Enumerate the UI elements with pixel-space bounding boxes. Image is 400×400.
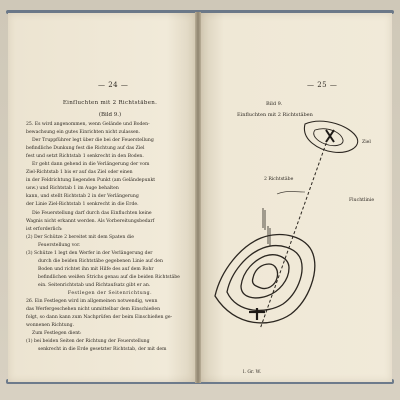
alignment-diagram: [201, 118, 392, 328]
text-line: bewachsung ein gutes Einrichten nicht zulassen.: [26, 130, 141, 136]
text-line: (3) Schütze 1 legt den Werfer in der Verlängerung der: [26, 250, 153, 256]
page-number-right: — 25 —: [307, 81, 338, 89]
label-ziel: Ziel: [362, 140, 371, 145]
text-line: das Werfergeschehen nicht unmittelbar dem Einschießen: [26, 307, 161, 313]
text-line: Festlegen der Seitenrichtung.: [67, 290, 153, 296]
text-line: der Linie Ziel-Richtstab 1 senkrecht in die Erde.: [26, 202, 139, 208]
figure-title: Bild 9.: [266, 101, 283, 107]
text-line: (1) bei beiden Seiten der Richtung der Feuerstellung: [26, 339, 150, 345]
text-line: kann, und stellt Richtstab 2 in der Verlängerung: [26, 194, 139, 200]
text-line: in der Feldrichtung liegenden Punkt (am Geländepunkt: [26, 178, 156, 184]
text-line: Ziel-Richtstab 1 bis er auf das Ziel oder einen: [26, 170, 133, 176]
text-line: 26. Ein Festlegen wird im allgemeinen notwendig, wenn: [26, 299, 158, 305]
text-line: befindlichen weißen Strichs genau auf die beiden Richtstäbe: [38, 274, 180, 280]
text-line: fest und setzt Richtstab 1 senkrecht in den Boden.: [26, 154, 144, 160]
figure-subtitle: Einfluchten mit 2 Richtstäben: [237, 112, 313, 118]
contour-hill: [215, 235, 315, 323]
page-number-left: — 24 —: [98, 81, 129, 89]
text-line: folgt, so dann kann zum Nachprüfen der beim Einschießen ge-: [26, 315, 173, 321]
text-line: Feuerstellung vor.: [38, 242, 81, 248]
text-line: Zum Festlegen dient:: [32, 331, 82, 337]
fluchtlinie-leader: [277, 192, 305, 195]
text-line: (2) Der Schütze 2 bereitet mit dem Spaten die: [26, 234, 134, 240]
text-line: ist erforderlich:: [26, 226, 63, 232]
figure-reference: (Bild 9.): [98, 112, 122, 118]
text-line: befindliche Dunkung fest die Richtung auf das Ziel: [26, 146, 145, 152]
text-line: Boden und richtet ihn mit Hilfe des auf dem Rohr: [38, 266, 154, 272]
text-line: 25. Es wird angenommen, wenn Gelände und Boden-: [26, 122, 150, 127]
label-werfer: l. Gr. W.: [243, 370, 262, 375]
text-line: Die Feuerstellung darf durch das Einfluchten keine: [32, 210, 152, 216]
label-fluchtlinie: Fluchtlinie: [349, 198, 375, 203]
text-line: ein. Seitenrichtstab und Richtaufsatz gibt er an.: [38, 282, 151, 288]
richtstab-1-icon: [263, 208, 265, 230]
body-text: [26, 121, 194, 354]
text-line: wonnenen Richtung.: [26, 323, 75, 329]
right-page: [201, 13, 392, 382]
text-line: durch die beiden Richtstäbe gegebenen Linie auf den: [38, 258, 163, 264]
label-richtstaebe: 2 Richtstäbe: [264, 177, 294, 182]
sight-line: [259, 138, 328, 328]
left-page: [8, 13, 195, 382]
text-line: senkrecht in die Erde gesetzter Richtstab, der mit dem: [38, 347, 167, 353]
section-heading: Einfluchten mit 2 Richtstäben.: [62, 100, 158, 106]
text-line: usw.) und Richtstab 1 im Auge behalten: [26, 186, 119, 192]
text-line: Der Truppführer legt über die bei der Feuerstellung: [32, 138, 154, 144]
text-line: Wagnis nicht erkannt werden. Als Vorbereitungsbedarf: [26, 218, 155, 224]
text-line: Er geht dann gehend in die Verlängerung der vom: [32, 162, 150, 168]
